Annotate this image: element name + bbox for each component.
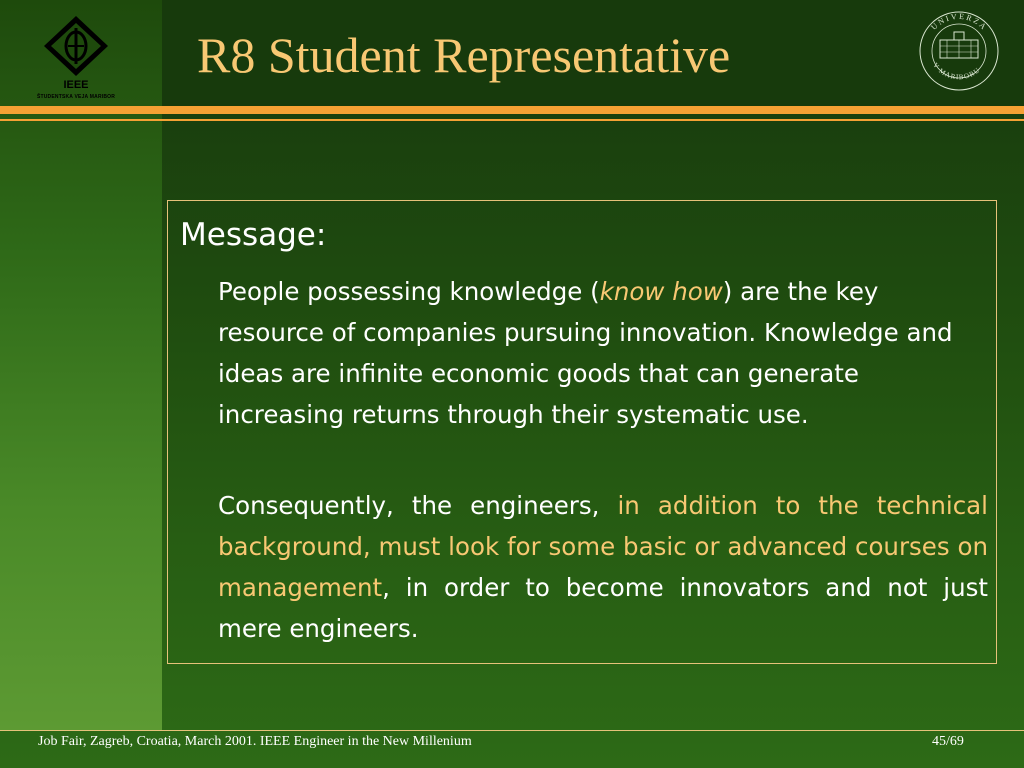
- svg-text:V MARIBORU: V MARIBORU: [931, 61, 982, 82]
- message-paragraph-2: [218, 485, 988, 649]
- ieee-logo-name: IEEE: [63, 79, 89, 91]
- message-box: [167, 200, 997, 664]
- university-seal: [918, 10, 1000, 92]
- page-number: 45/69: [932, 734, 964, 749]
- message-heading: Message:: [180, 217, 327, 253]
- footer-rule: [0, 730, 1024, 731]
- paragraph-1-text-before: People possessing knowledge (: [218, 277, 600, 306]
- management-courses-highlight: in addition to the technical background, must look for some basic or advanced courses on management: [218, 491, 988, 602]
- know-how-emphasis: know how: [599, 277, 723, 306]
- header-accent-rule: [0, 106, 1024, 114]
- university-seal-icon: [918, 10, 1000, 92]
- svg-text:UNIVERZA: UNIVERZA: [929, 11, 990, 33]
- paragraph-2-text-after: , in order to become innovators and not just mere engineers.: [218, 573, 988, 643]
- header-thin-rule: [0, 119, 1024, 121]
- paragraph-1-text-after: ) are the key resource of companies pursuing innovation. Knowledge and ideas are infinite economic goods that can generate increasing returns through their systematic use.: [218, 277, 953, 429]
- footer-caption: Job Fair, Zagreb, Croatia, March 2001. IEEE Engineer in the New Millenium: [38, 734, 472, 749]
- ieee-logo: [10, 14, 142, 104]
- paragraph-2-text-before: Consequently, the engineers,: [218, 491, 618, 520]
- slide-title: R8 Student Representative: [197, 27, 731, 83]
- message-paragraph-1: [218, 271, 988, 435]
- ieee-logo-subtitle: ŠTUDENTSKA VEJA MARIBOR: [36, 94, 116, 100]
